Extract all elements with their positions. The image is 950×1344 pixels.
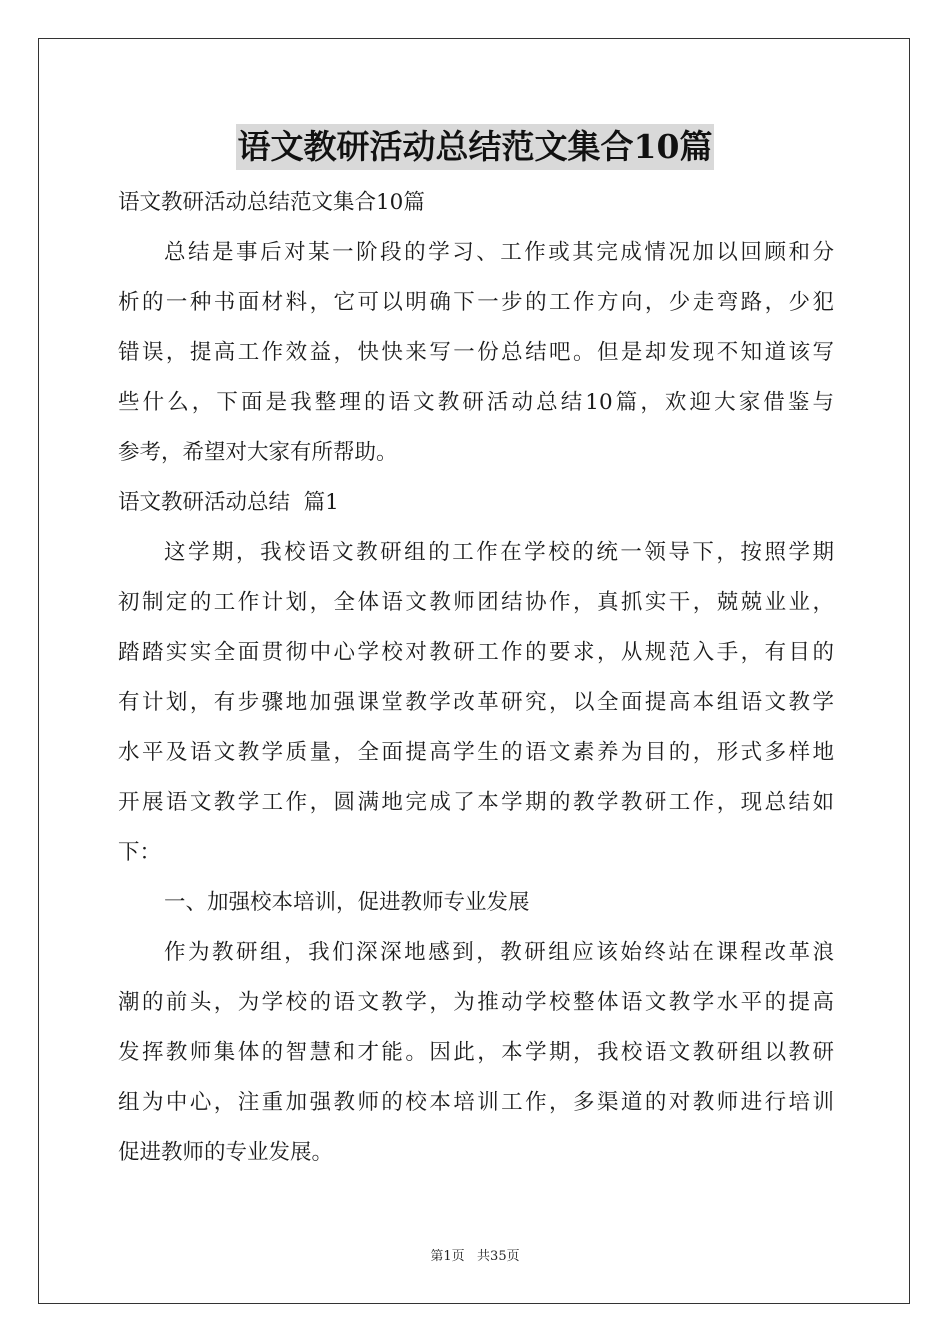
document-subtitle: 语文教研活动总结范文集合10篇: [118, 190, 425, 215]
paragraph-line: 组为中心，注重加强教师的校本培训工作，多渠道的对教师进行培训: [118, 1090, 834, 1115]
paragraph-line: 错误，提高工作效益，快快来写一份总结吧。但是却发现不知道该写: [118, 340, 834, 365]
paragraph-line: 水平及语文教学质量，全面提高学生的语文素养为目的，形式多样地: [118, 740, 834, 765]
paragraph-line: 参考，希望对大家有所帮助。: [118, 440, 398, 465]
paragraph-line: 有计划，有步骤地加强课堂教学改革研究，以全面提高本组语文教学: [118, 690, 834, 715]
document-title: 语文教研活动总结范文集合10篇: [236, 124, 715, 170]
paragraph-line: 踏踏实实全面贯彻中心学校对教研工作的要求，从规范入手，有目的: [118, 640, 834, 665]
paragraph-line: 促进教师的专业发展。: [118, 1140, 334, 1165]
paragraph-line: 下：: [118, 840, 162, 865]
paragraph-line: 这学期，我校语文教研组的工作在学校的统一领导下，按照学期: [164, 540, 834, 565]
page-footer: 第1页 共35页: [430, 1249, 520, 1264]
paragraph-line: 总结是事后对某一阶段的学习、工作或其完成情况加以回顾和分: [164, 240, 834, 265]
title-container: [0, 124, 950, 170]
paragraph-line: 些什么，下面是我整理的语文教研活动总结10篇，欢迎大家借鉴与: [118, 390, 834, 415]
document-body: [118, 178, 834, 1178]
paragraph-line: 潮的前头，为学校的语文教学，为推动学校整体语文教学水平的提高: [118, 990, 834, 1015]
paragraph-line: 作为教研组，我们深深地感到，教研组应该始终站在课程改革浪: [164, 940, 834, 965]
section-heading: 语文教研活动总结 篇1: [118, 490, 339, 515]
paragraph-line: 发挥教师集体的智慧和才能。因此，本学期，我校语文教研组以教研: [118, 1040, 834, 1065]
paragraph-line: 初制定的工作计划，全体语文教师团结协作，真抓实干，兢兢业业，: [118, 590, 834, 615]
subsection-heading: 一、加强校本培训，促进教师专业发展: [164, 890, 530, 915]
paragraph-line: 开展语文教学工作，圆满地完成了本学期的教学教研工作，现总结如: [118, 790, 834, 815]
paragraph-line: 析的一种书面材料，它可以明确下一步的工作方向，少走弯路，少犯: [118, 290, 834, 315]
